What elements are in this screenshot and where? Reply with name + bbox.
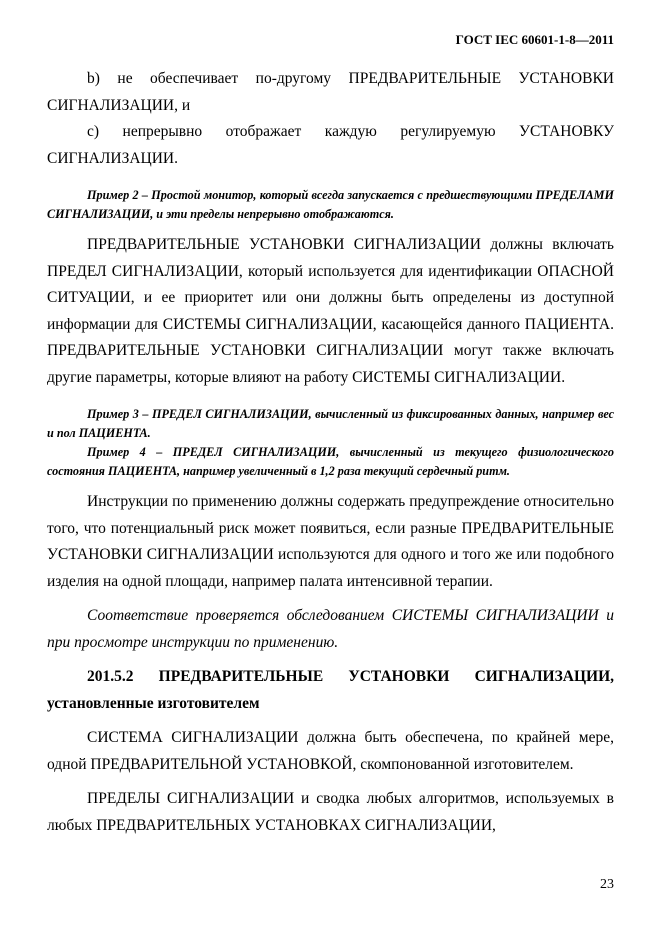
- paragraph-presets-content: ПРЕДВАРИТЕЛЬНЫЕ УСТАНОВКИ СИГНАЛИЗАЦИИ должны включать ПРЕДЕЛ СИГНАЛИЗАЦИИ, который используется для идентификации ОПАСНОЙ СИТУАЦИИ, и ее приоритет или они должны быть определены из доступной информации для СИСТЕМЫ СИГНАЛИЗАЦИИ, касающейся данного ПАЦИЕНТА. ПРЕДВАРИТЕЛЬНЫЕ УСТАНОВКИ СИГНАЛИЗАЦИИ могут также включать другие параметры, которые влияют на работу СИСТЕМЫ СИГНАЛИЗАЦИИ.: [47, 236, 614, 386]
- example-3-note: Пример 3 – ПРЕДЕЛ СИГНАЛИЗАЦИИ, вычисленный из фиксированных данных, например вес и пол ПАЦИЕНТА.: [47, 407, 614, 440]
- compliance-statement: Соответствие проверяется обследованием СИСТЕМЫ СИГНАЛИЗАЦИИ и при просмотре инструкции по применению.: [47, 607, 614, 651]
- example-2-note: Пример 2 – Простой монитор, который всегда запускается с предшествующими ПРЕДЕЛАМИ СИГНАЛИЗАЦИИ, и эти пределы непрерывно отображаются.: [47, 188, 614, 221]
- list-item-b: b) не обеспечивает по-другому ПРЕДВАРИТЕЛЬНЫЕ УСТАНОВКИ СИГНАЛИЗАЦИИ, и: [47, 70, 614, 114]
- list-item-c: c) непрерывно отображает каждую регулируемую УСТАНОВКУ СИГНАЛИЗАЦИИ.: [47, 123, 614, 167]
- paragraph-instructions-warning: Инструкции по применению должны содержать предупреждение относительно того, что потенциальный риск может появиться, если разные ПРЕДВАРИТЕЛЬНЫЕ УСТАНОВКИ СИГНАЛИЗАЦИИ используются для одного и того же или подобного изделия на одной площади, например палата интенсивной терапии.: [47, 493, 614, 590]
- section-heading-201-5-2: 201.5.2 ПРЕДВАРИТЕЛЬНЫЕ УСТАНОВКИ СИГНАЛИЗАЦИИ, установленные изготовителем: [47, 668, 614, 712]
- page-number: 23: [600, 877, 614, 892]
- document-body: [47, 66, 614, 839]
- document-header: ГОСТ IEC 60601-1-8—2011: [455, 32, 614, 47]
- example-4-note: Пример 4 – ПРЕДЕЛ СИГНАЛИЗАЦИИ, вычисленный из текущего физиологического состояния ПАЦИЕНТА, например увеличенный в 1,2 раза текущий сердечный ритм.: [47, 445, 614, 478]
- paragraph-alarm-limits-summary: ПРЕДЕЛЫ СИГНАЛИЗАЦИИ и сводка любых алгоритмов, используемых в любых ПРЕДВАРИТЕЛЬНЫХ УСТАНОВКАХ СИГНАЛИЗАЦИИ,: [47, 790, 614, 834]
- paragraph-manufacturer-preset: СИСТЕМА СИГНАЛИЗАЦИИ должна быть обеспечена, по крайней мере, одной ПРЕДВАРИТЕЛЬНОЙ УСТАНОВКОЙ, скомпонованной изготовителем.: [47, 729, 614, 773]
